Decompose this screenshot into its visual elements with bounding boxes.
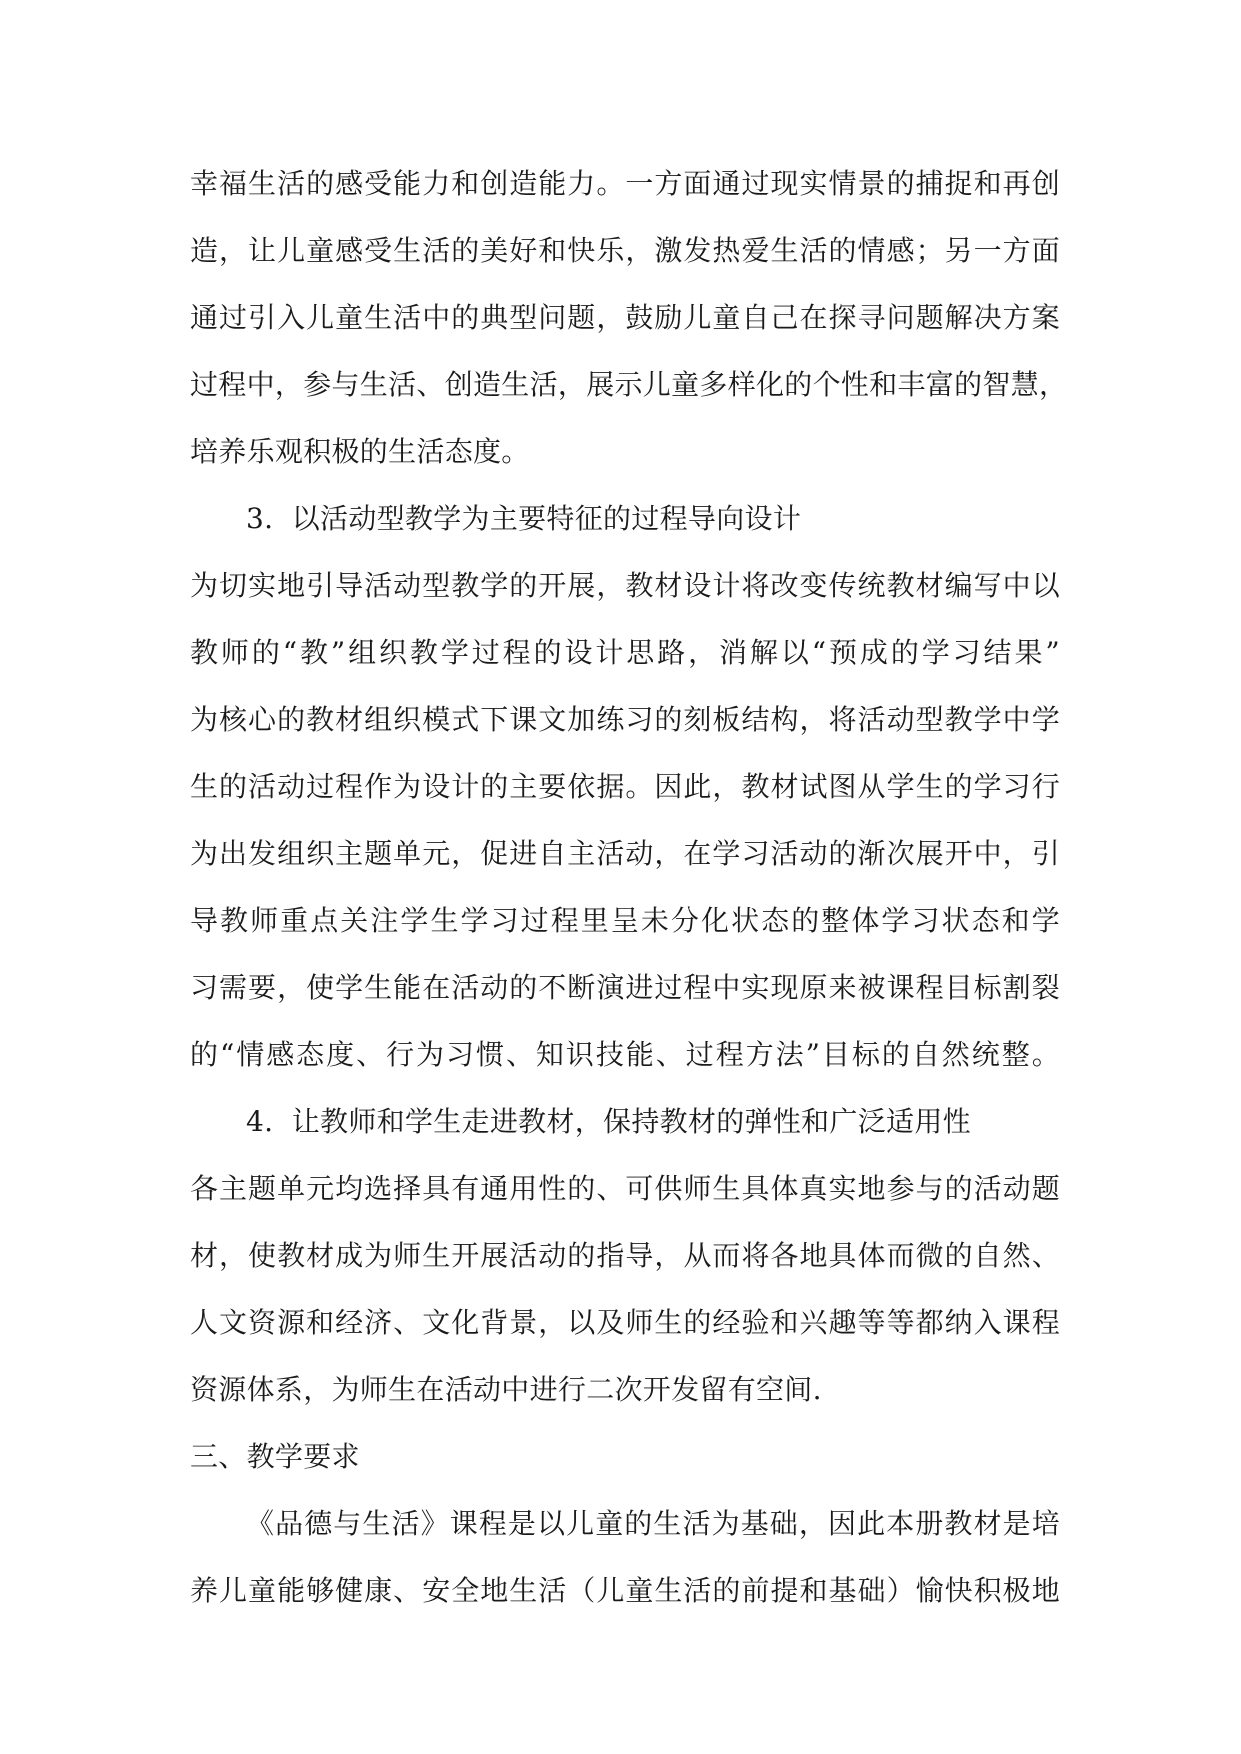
- chapter-heading: 三、教学要求: [190, 1440, 360, 1473]
- text-line: 《品德与生活》课程是以儿童的生活为基础，因此本册教材是培: [246, 1507, 1060, 1540]
- text-line: 人文资源和经济、文化背景，以及师生的经验和兴趣等等都纳入课程: [190, 1306, 1060, 1339]
- section-heading: 3. 以活动型教学为主要特征的过程导向设计: [246, 502, 802, 535]
- text-line: 的“情感态度、行为习惯、知识技能、过程方法”目标的自然统整。: [190, 1038, 1060, 1071]
- text-line: 资源体系，为师生在活动中进行二次开发留有空间.: [190, 1373, 822, 1406]
- section-heading: 4. 让教师和学生走进教材，保持教材的弹性和广泛适用性: [246, 1105, 971, 1138]
- text-line: 培养乐观积极的生活态度。: [190, 435, 530, 468]
- text-line: 导教师重点关注学生学习过程里呈未分化状态的整体学习状态和学: [190, 904, 1060, 937]
- text-line: 养儿童能够健康、安全地生活（儿童生活的前提和基础）愉快积极地: [190, 1574, 1060, 1607]
- text-line: 过程中，参与生活、创造生活，展示儿童多样化的个性和丰富的智慧，: [190, 368, 1068, 401]
- text-line: 各主题单元均选择具有通用性的、可供师生具体真实地参与的活动题: [190, 1172, 1060, 1205]
- text-line: 习需要，使学生能在活动的不断演进过程中实现原来被课程目标割裂: [190, 971, 1060, 1004]
- text-line: 通过引入儿童生活中的典型问题，鼓励儿童自己在探寻问题解决方案: [190, 301, 1060, 334]
- text-line: 幸福生活的感受能力和创造能力。一方面通过现实情景的捕捉和再创: [190, 167, 1060, 200]
- text-line: 教师的“教”组织教学过程的设计思路，消解以“预成的学习结果”: [190, 636, 1060, 669]
- text-line: 为核心的教材组织模式下课文加练习的刻板结构，将活动型教学中学: [190, 703, 1060, 736]
- text-line: 材，使教材成为师生开展活动的指导，从而将各地具体而微的自然、: [190, 1239, 1060, 1272]
- text-line: 造，让儿童感受生活的美好和快乐，激发热爱生活的情感；另一方面: [190, 234, 1060, 267]
- text-line: 为出发组织主题单元，促进自主活动，在学习活动的渐次展开中，引: [190, 837, 1060, 870]
- text-line: 生的活动过程作为设计的主要依据。因此，教材试图从学生的学习行: [190, 770, 1060, 803]
- text-line: 为切实地引导活动型教学的开展，教材设计将改变传统教材编写中以: [190, 569, 1060, 602]
